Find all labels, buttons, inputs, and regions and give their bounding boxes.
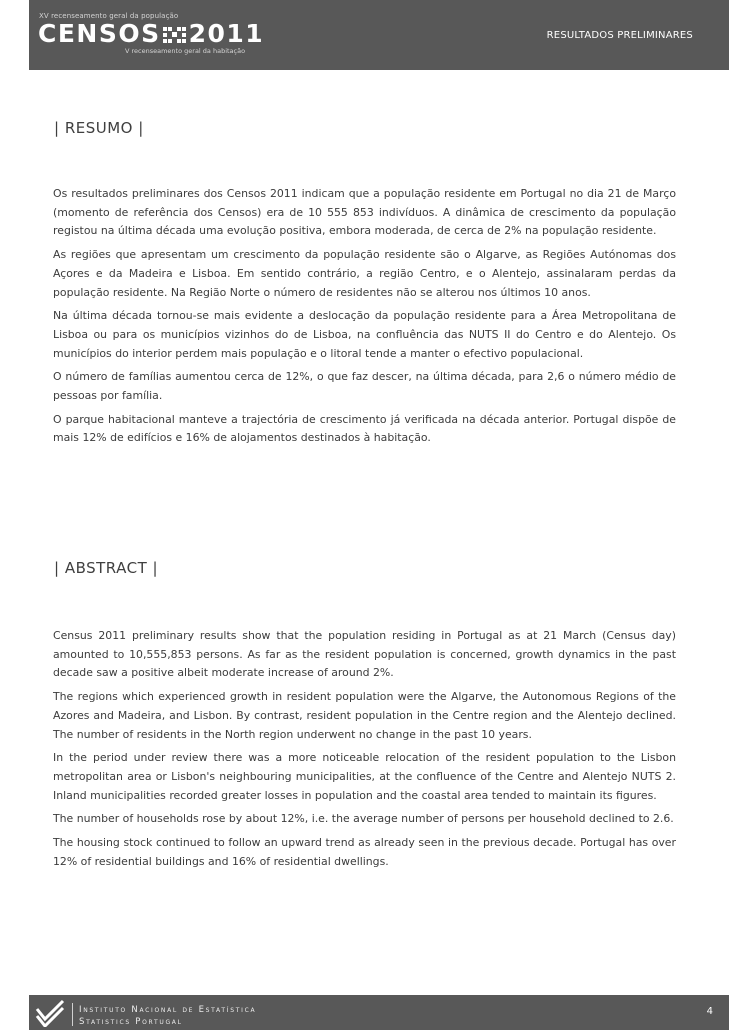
header-section-label: RESULTADOS PRELIMINARES [546,30,693,41]
institute-name-pt: Instituto Nacional de Estatística [79,1005,257,1015]
abstract-paragraph: In the period under review there was a more noticeable relocation of the resident population to the Lisbon metropolitan area or Lisbon's neighbouring municipalities, at the confluence of the Centre and Alentejo NUTS 2. Inland municipalities recorded greater losses in population and the coastal area tended to maintain its figures. [53,751,676,802]
censos-logo [38,20,264,48]
page-number: 4 [706,1006,713,1017]
abstract-title: | ABSTRACT | [54,559,159,577]
resumo-paragraph: Os resultados preliminares dos Censos 2011 indicam que a população residente em Portugal no dia 21 de Março (momento de referência dos Censos) era de 10 555 853 indivíduos. A dinâmica de crescimento da população registou na última década uma evolução positiva, embora moderada, de cerca de 2% na população residente. [53,187,676,238]
abstract-paragraph: The regions which experienced growth in resident population were the Algarve, the Autonomous Regions of the Azores and Madeira, and Lisbon. By contrast, resident population in the Centre region and the Alentejo declined. The number of residents in the North region underwent no change in the past 10 years. [53,690,676,741]
abstract-paragraph: The number of households rose by about 12%, i.e. the average number of persons per household declined to 2.6. [53,812,674,826]
abstract-body [53,627,676,876]
resumo-paragraph: Na última década tornou-se mais evidente a deslocação da população residente para a Área Metropolitana de Lisboa ou para os municípios vizinhos do de Lisboa, na confluência das NUTS II do Centro e do Alentejo. Os municípios do interior perdem mais população e o litoral tende a manter o efectivo populacional. [53,309,676,360]
header-sub-tagline: V recenseamento geral da habitação [125,47,246,55]
footer-divider [72,1003,73,1026]
logo-year: 2011 [188,19,265,48]
abstract-paragraph: The housing stock continued to follow an upward trend as already seen in the previous decade. Portugal has over 12% of residential buildings and 16% of residential dwellings. [53,836,676,868]
ine-logo-icon [35,999,65,1027]
resumo-body [53,185,676,453]
resumo-paragraph: O parque habitacional manteve a trajectória de crescimento já verificada na década anterior. Portugal dispõe de mais 12% de edifícios e 16% de alojamentos destinados à habitação. [53,412,676,445]
resumo-paragraph: O número de famílias aumentou cerca de 12%, o que faz descer, na última década, para 2,6 o número médio de pessoas por família. [53,370,676,403]
abstract-paragraph: Census 2011 preliminary results show that the population residing in Portugal as at 21 March (Census day) amounted to 10,555,853 persons. As far as the resident population is concerned, growth dynamics in the past decade saw a positive albeit moderate increase of around 2%. [53,629,676,680]
logo-mark-icon [163,25,186,43]
institute-name-en: Statistics Portugal [79,1017,183,1027]
header-top-tagline: XV recenseamento geral da população [39,12,179,20]
resumo-title: | RESUMO | [54,119,144,137]
page-footer [29,995,729,1030]
page-header [29,0,729,70]
logo-word: CENSOS [38,19,161,48]
resumo-paragraph: As regiões que apresentam um crescimento da população residente são o Algarve, as Regiões Autónomas dos Açores e da Madeira e Lisboa. Em sentido contrário, a região Centro, e o Alentejo, assinalaram perdas da população residente. Na Região Norte o número de residentes não se alterou nos últimos 10 anos. [53,248,676,299]
institute-name [79,1004,256,1028]
